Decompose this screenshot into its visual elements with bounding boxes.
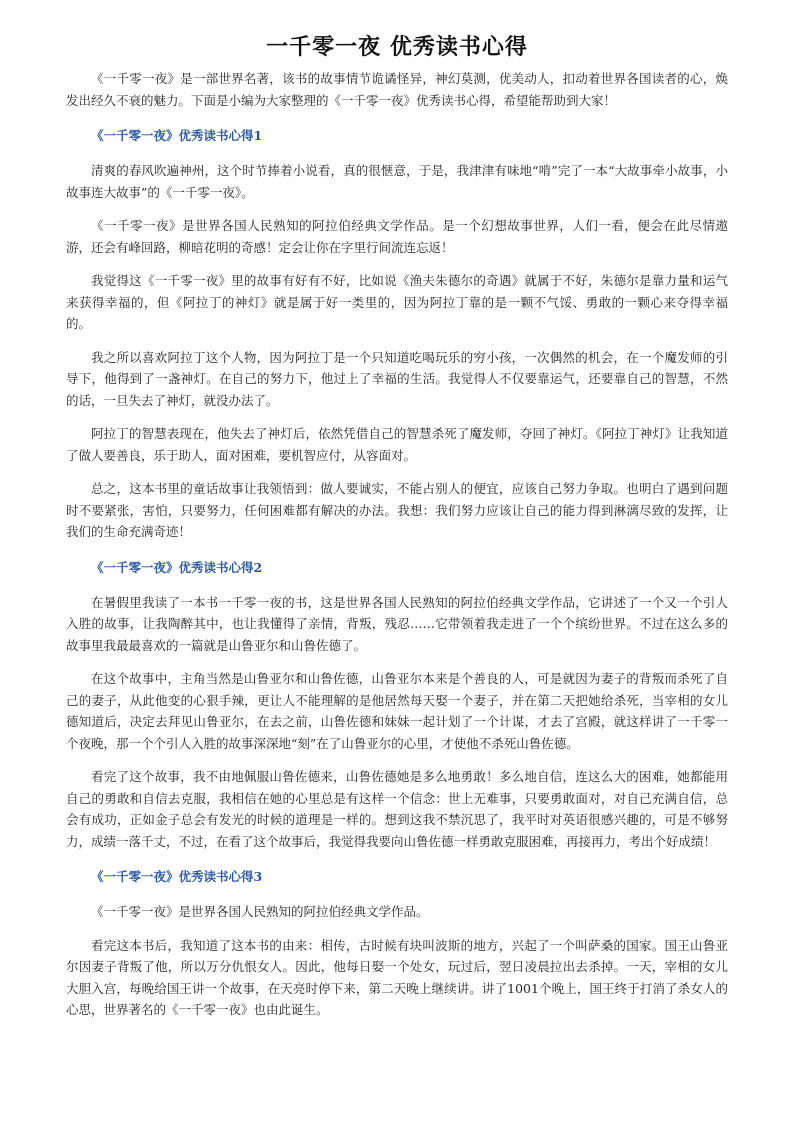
section-1-paragraph-1: 清爽的春风吹遍神州，这个时节捧着小说看，真的很惬意，于是，我津津有味地“啃”完了一本“大故事牵小故事，小故事连大故事”的《一千零一夜》。 (66, 163, 728, 200)
section-heading-1: 《一千零一夜》优秀读书心得1 (91, 128, 263, 143)
section-1-paragraph-3: 我觉得这《一千零一夜》里的故事有好有不好，比如说《渔夫朱德尔的奇遇》就属于不好，朱德尔是靠力量和运气来获得幸福的，但《阿拉丁的神灯》就是属于好一类里的，因为阿拉丁靠的是一颗不气馁、勇敢的一颗心来夺得幸福的。 (66, 273, 728, 331)
section-3-paragraph-2: 看完这本书后，我知道了这本书的由来：相传，古时候有块叫波斯的地方，兴起了一个叫萨桑的国家。国王山鲁亚尔因妻子背叛了他，所以万分仇恨女人。因此，他每日娶一个处女，玩过后，翌日凌晨拉出去杀掉。一天，宰相的女儿大胆入宫，每晚给国王讲一个故事，在天亮时停下来，第二天晚上继续讲。讲了1001个晚上，国王终于打消了杀女人的心思，世界著名的《一千零一夜》也由此诞生。 (66, 937, 728, 1017)
section-3-paragraph-1: 《一千零一夜》是世界各国人民熟知的阿拉伯经典文学作品。 (91, 904, 429, 919)
section-1-paragraph-4: 我之所以喜欢阿拉丁这个人物，因为阿拉丁是一个只知道吃喝玩乐的穷小孩，一次偶然的机会，在一个魔发师的引导下，他得到了一盏神灯。在自己的努力下，他过上了幸福的生活。我觉得人不仅要靠运气，还要靠自己的智慧，不然的话，一旦失去了神灯，就没办法了。 (66, 349, 728, 408)
section-2-paragraph-1: 在暑假里我读了一本书一千零一夜的书，这是世界各国人民熟知的阿拉伯经典文学作品，它讲述了一个又一个引人入胜的故事，让我陶醉其中，也让我懂得了亲情，背叛，残忍……它带领着我走进了一个个缤纷世界。不过在这么多的故事里我最最喜欢的一篇就是山鲁亚尔和山鲁佐德了。 (66, 594, 728, 653)
section-1-paragraph-2: 《一千零一夜》是世界各国人民熟知的阿拉伯经典文学作品。是一个幻想故事世界，人们一看，便会在此尽情遨游，还会有峰回路，柳暗花明的奇感！定会让你在字里行间流连忘返！ (66, 218, 728, 255)
section-2-paragraph-2: 在这个故事中，主角当然是山鲁亚尔和山鲁佐德，山鲁亚尔本来是个善良的人，可是就因为妻子的背叛而杀死了自己的妻子，从此他变的心狠手辣，更让人不能理解的是他居然每天娶一个妻子，并在第二天把她给杀死，当宰相的女儿德知道后，决定去拜见山鲁亚尔，在去之前，山鲁佐德和妹妹一起计划了一个计谋，才去了宫殿，就这样讲了一千零一个夜晚，那一个个引人入胜的故事深深地“刻”在了山鲁亚尔的心里，才使他不杀死山鲁佐德。 (66, 671, 728, 751)
section-1-paragraph-6: 总之，这本书里的童话故事让我领悟到：做人要诚实，不能占别人的便宜，应该自己努力争取。也明白了遇到问题时不要紧张，害怕，只要努力，任何困难都有解决的办法。我想：我们努力应该让自己的能力得到淋漓尽致的发挥，让我们的生命充满奇迹！ (66, 481, 728, 539)
section-heading-2: 《一千零一夜》优秀读书心得2 (91, 559, 263, 575)
intro-paragraph: 《一千零一夜》是一部世界名著，该书的故事情节诡谲怪异，神幻莫测，优美动人，扣动着世界各国读者的心，焕发出经久不衰的魅力。下面是小编为大家整理的《一千零一夜》优秀读书心得，希望能帮助到大家！ (66, 71, 728, 108)
section-1-paragraph-5: 阿拉丁的智慧表现在，他失去了神灯后，依然凭借自己的智慧杀死了魔发师，夺回了神灯。《阿拉丁神灯》让我知道了做人要善良，乐于助人，面对困难，要机智应付，从容面对。 (66, 426, 728, 463)
page-title: 一千零一夜 优秀读书心得 (266, 35, 528, 60)
section-heading-3: 《一千零一夜》优秀读书心得3 (91, 869, 263, 884)
section-2-paragraph-3: 看完了这个故事，我不由地佩服山鲁佐德来，山鲁佐德她是多么地勇敢！多么地自信，连这么大的困难，她都能用自己的勇敢和自信去克服，我相信在她的心里总是有这样一个信念：世上无难事，只要勇敢面对，对自己充满自信，总会有成功，正如金子总会有发光的时候的道理是一样的。想到这我不禁沉思了，我平时对英语很感兴趣的，可是不够努力，成绩一落千丈，不过，在看了这个故事后，我觉得我要向山鲁佐德一样勇敢克服困难，再接再力，考出个好成绩！ (66, 769, 728, 849)
document-body (66, 68, 728, 1033)
